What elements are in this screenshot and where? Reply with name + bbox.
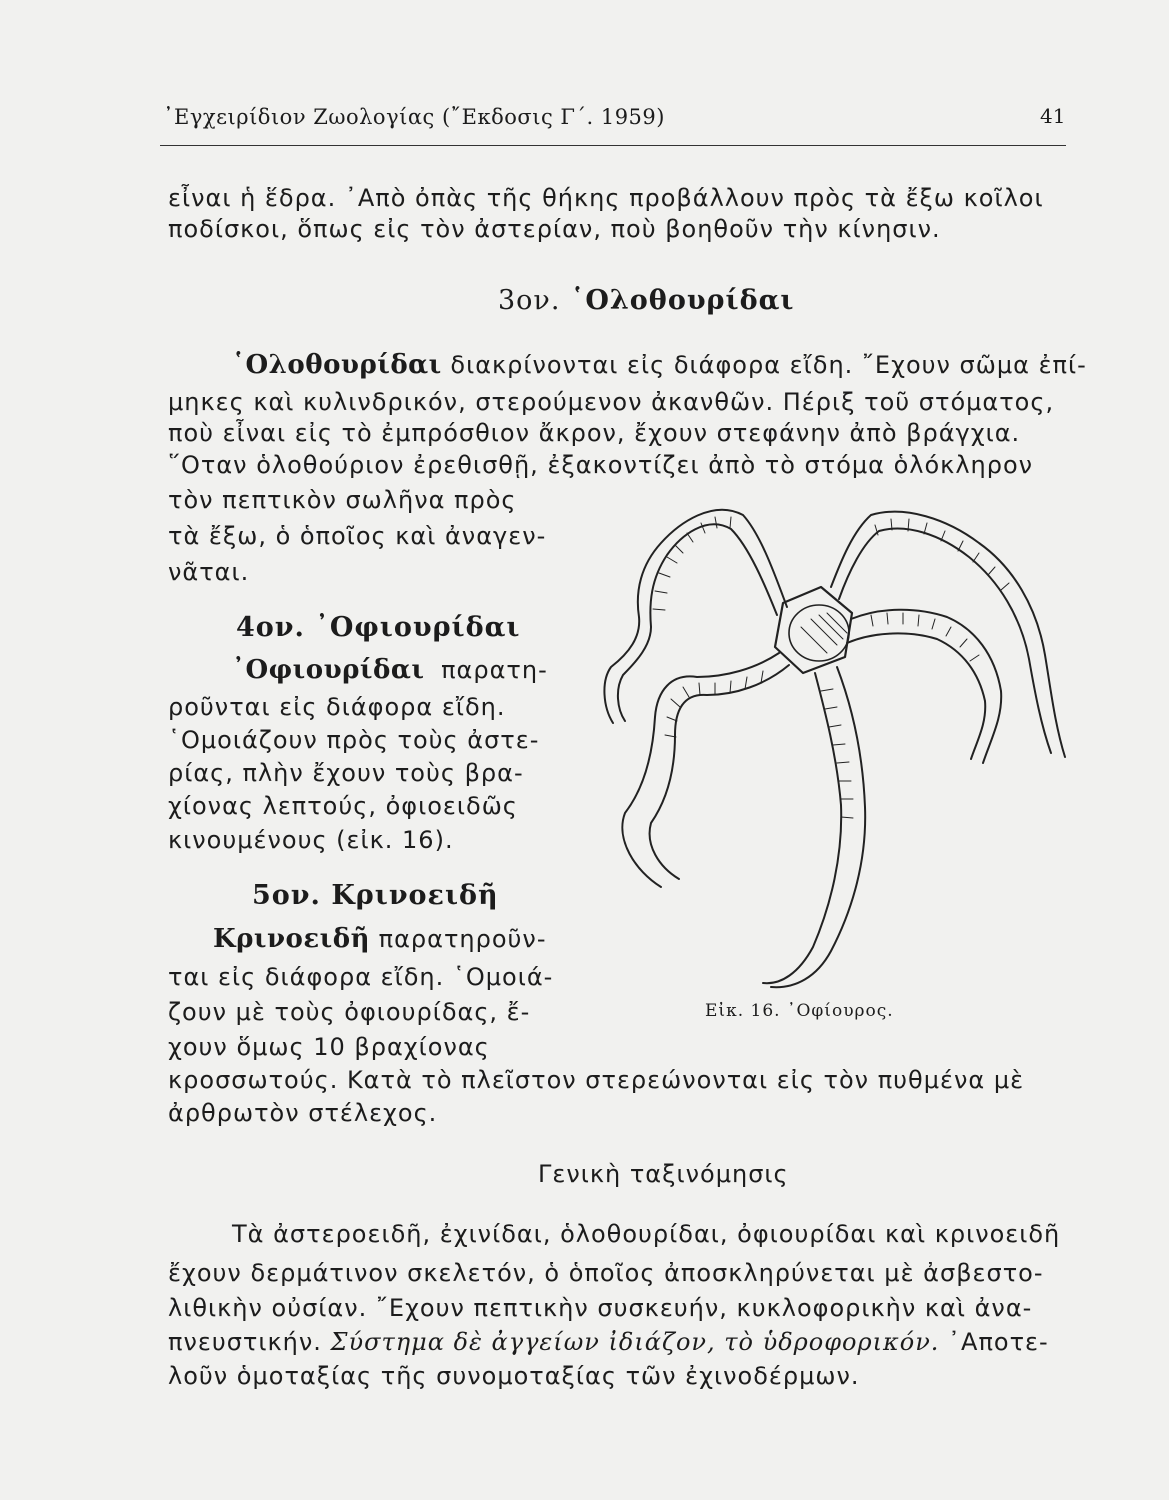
running-title: ᾿Εγχειρίδιον Ζωολογίας (῎Εκδοσις Γ΄. 1959): [163, 105, 665, 129]
text-span: πνευστικήν.: [168, 1328, 322, 1356]
section-3-number: 3ον.: [498, 285, 561, 316]
text-line: ἔχουν δερμάτινον σκελετόν, ὁ ὁποῖος ἀποσκληρύνεται μὲ ἀσβεστο-: [168, 1259, 1044, 1287]
text-line: κροσσωτούς. Κατὰ τὸ πλεῖστον στερεώνονται εἰς τὸν πυθμένα μὲ: [168, 1066, 1025, 1094]
section-5-heading: 5ον. Κρινοειδῆ: [252, 880, 499, 911]
text-line: ποδίσκοι, ὅπως εἰς τὸν ἀστερίαν, ποὺ βοηθοῦν τὴν κίνησιν.: [168, 215, 941, 243]
text-span: ᾿Αποτε-: [948, 1328, 1049, 1356]
section-5-lead: Κρινοειδῆ: [213, 924, 370, 954]
text-line: [232, 657, 548, 683]
central-disc-mound: [789, 605, 849, 661]
arm-lower-left: [622, 653, 789, 887]
text-span: παρατηροῦν-: [378, 925, 547, 953]
arm-upper-left: [604, 510, 787, 723]
text-line: εἶναι ἡ ἕδρα. ᾿Απὸ ὀπὰς τῆς θήκης προβάλλουν πρὸς τὰ ἔξω κοῖλοι: [168, 184, 1044, 212]
arm-lower: [763, 667, 865, 987]
arm-upper-right: [831, 512, 1065, 757]
general-classification-heading: Γενικὴ ταξινόμησις: [538, 1160, 789, 1188]
text-line: [232, 352, 1087, 378]
text-line: ροῦνται εἰς διάφορα εἴδη.: [168, 693, 506, 721]
figure-caption: Εἰκ. 16. ᾿Οφίουρος.: [705, 1001, 894, 1021]
section-3-heading: [498, 285, 794, 316]
section-4-lead: ᾿Οφιουρίδαι: [232, 655, 425, 685]
text-line: λιθικὴν οὐσίαν. ῎Εχουν πεπτικὴν συσκευήν, κυκλοφορικὴν καὶ ἀνα-: [168, 1294, 1033, 1322]
text-line: [168, 1330, 1049, 1354]
text-line: λοῦν ὁμοταξίας τῆς συνομοταξίας τῶν ἐχινοδέρμων.: [168, 1362, 860, 1390]
text-line: ται εἰς διάφορα εἴδη. ῾Ομοιά-: [168, 963, 554, 991]
section-3-name: ῾Ολοθουρίδαι: [570, 285, 795, 316]
section-3-lead: ῾Ολοθουρίδαι: [232, 350, 442, 380]
text-line: χίονας λεπτούς, ὀφιοειδῶς: [168, 792, 518, 820]
arm-segment-texture: [653, 517, 1009, 818]
page-number: 41: [1040, 104, 1066, 128]
text-line: ἀρθρωτὸν στέλεχος.: [168, 1099, 438, 1127]
text-line: Τὰ ἀστεροειδῆ, ἐχινίδαι, ὁλοθουρίδαι, ὀφιουρίδαι καὶ κρινοειδῆ: [232, 1220, 1061, 1248]
text-line: τὰ ἔξω, ὁ ὁποῖος καὶ ἀναγεν-: [168, 522, 547, 550]
text-line: χουν ὅμως 10 βραχίονας: [168, 1033, 490, 1061]
text-line: [213, 926, 546, 952]
text-line: τὸν πεπτικὸν σωλῆνα πρὸς: [168, 486, 517, 514]
brittle-star-illustration: [575, 495, 1075, 990]
text-span: παρατη-: [441, 656, 548, 684]
text-line: κινουμένους (εἰκ. 16).: [168, 826, 454, 854]
section-4-heading: 4ον. ᾿Οφιουρίδαι: [236, 612, 521, 643]
text-line: ρίας, πλὴν ἔχουν τοὺς βρα-: [168, 759, 524, 787]
disc-hatching: [801, 613, 847, 653]
text-line: ζουν μὲ τοὺς ὀφιουρίδας, ἔ-: [168, 998, 531, 1026]
text-line: νᾶται.: [168, 558, 250, 586]
italic-phrase: Σύστημα δὲ ἀγγείων ἰδιάζον, τὸ ὑδροφορικόν.: [330, 1328, 940, 1356]
arm-right: [847, 610, 1001, 763]
text-line: ῞Οταν ὁλοθούριον ἐρεθισθῇ, ἐξακοντίζει ἀπὸ τὸ στόμα ὁλόκληρον: [168, 451, 1034, 479]
header-rule: [160, 145, 1066, 146]
text-line: μηκες καὶ κυλινδρικόν, στερούμενον ἀκανθῶν. Πέριξ τοῦ στόματος,: [168, 388, 1055, 416]
text-line: ῾Ομοιάζουν πρὸς τοὺς ἀστε-: [168, 726, 540, 754]
text-line: ποὺ εἶναι εἰς τὸ ἐμπρόσθιον ἄκρον, ἔχουν στεφάνην ἀπὸ βράγχια.: [168, 419, 1021, 447]
text-span: διακρίνονται εἰς διάφορα εἴδη. ῎Εχουν σῶμα ἐπί-: [450, 351, 1087, 379]
